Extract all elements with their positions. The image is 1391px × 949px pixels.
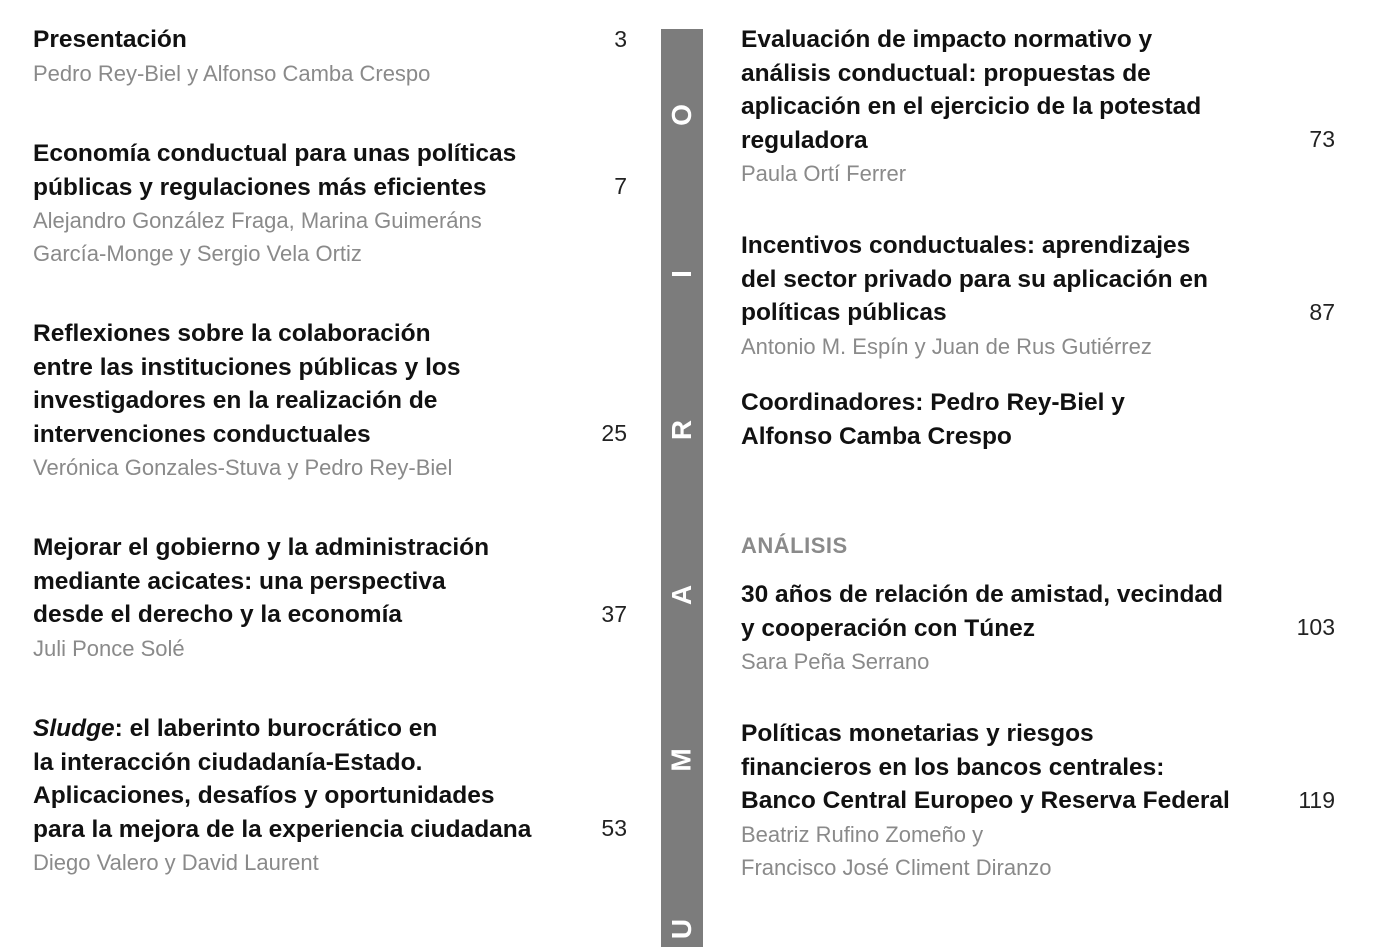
toc-entry-evaluacion-impacto[interactable] [741, 23, 1201, 190]
sumario-letter: A [665, 584, 697, 606]
sumario-letter: I [666, 270, 697, 278]
page-number: 7 [614, 173, 627, 199]
page-number: 73 [1309, 126, 1335, 152]
entry-title: Reflexiones sobre la colaboración entre las instituciones públicas y los investigadores en la realización de intervenciones conductuales [33, 320, 461, 448]
toc-entry-sludge[interactable] [33, 712, 531, 879]
entry-title: Políticas monetarias y riesgos financieros en los bancos centrales: Banco Central Europeo y Reserva Federal [741, 720, 1230, 814]
page-number: 25 [601, 420, 627, 446]
sumario-letter: U [665, 918, 697, 940]
sumario-letter: M [665, 748, 697, 772]
page-number: 87 [1309, 299, 1335, 325]
page-number: 103 [1296, 614, 1335, 640]
entry-author: Beatriz Rufino Zomeño y Francisco José Climent Diranzo [741, 821, 1052, 880]
toc-entry-politicas-monetarias[interactable] [741, 717, 1230, 884]
entry-title: Incentivos conductuales: aprendizajes del sector privado para su aplicación en políticas públicas [741, 232, 1209, 326]
entry-author: Diego Valero y David Laurent [33, 850, 319, 875]
entry-title: 30 años de relación de amistad, vecindad y cooperación con Túnez [741, 581, 1224, 642]
entry-author: Pedro Rey-Biel y Alfonso Camba Crespo [33, 60, 431, 86]
toc-entry-reflexiones[interactable] [33, 317, 461, 484]
entry-author: Juli Ponce Solé [33, 635, 185, 661]
toc-entry-presentacion[interactable] [33, 23, 430, 90]
coordinators: Coordinadores: Pedro Rey-Biel y Alfonso Camba Crespo [741, 389, 1125, 450]
sumario-letter: R [665, 419, 697, 441]
entry-title: Economía conductual para unas políticas públicas y regulaciones más eficientes [33, 140, 517, 201]
entry-author: Verónica Gonzales-Stuva y Pedro Rey-Biel [33, 455, 453, 480]
section-label-analisis: ANÁLISIS [741, 533, 848, 558]
entry-title: Sludge: el laberinto burocrático en la interacción ciudadanía-Estado. Aplicaciones, desafíos y oportunidades para la mejora de la experiencia ciudadana [33, 715, 532, 843]
entry-author: Sara Peña Serrano [741, 649, 930, 674]
toc-entry-tunez[interactable] [741, 578, 1223, 678]
entry-title: Evaluación de impacto normativo y análisis conductual: propuestas de aplicación en el ejercicio de la potestad reguladora [741, 26, 1202, 154]
entry-author: Alejandro González Fraga, Marina Guimeráns García-Monge y Sergio Vela Ortiz [33, 208, 482, 266]
toc-entry-incentivos-conductuales[interactable] [741, 229, 1208, 363]
entry-title: Presentación [33, 26, 187, 53]
page-number: 53 [601, 815, 627, 841]
entry-author: Antonio M. Espín y Juan de Rus Gutiérrez [741, 333, 1152, 359]
page-number: 3 [614, 26, 627, 52]
sumario-letter: O [666, 104, 697, 126]
entry-title-italic: Sludge [33, 715, 115, 742]
page-number: 37 [601, 601, 627, 627]
entry-title: Mejorar el gobierno y la administración mediante acicates: una perspectiva desde el derecho y la economía [33, 534, 490, 628]
entry-author: Paula Ortí Ferrer [741, 161, 907, 186]
toc-entry-economia-conductual[interactable] [33, 137, 516, 270]
page-number: 119 [1298, 787, 1335, 813]
toc-entry-mejorar-gobierno[interactable] [33, 531, 489, 665]
sumario-vertical-bar [661, 29, 703, 947]
